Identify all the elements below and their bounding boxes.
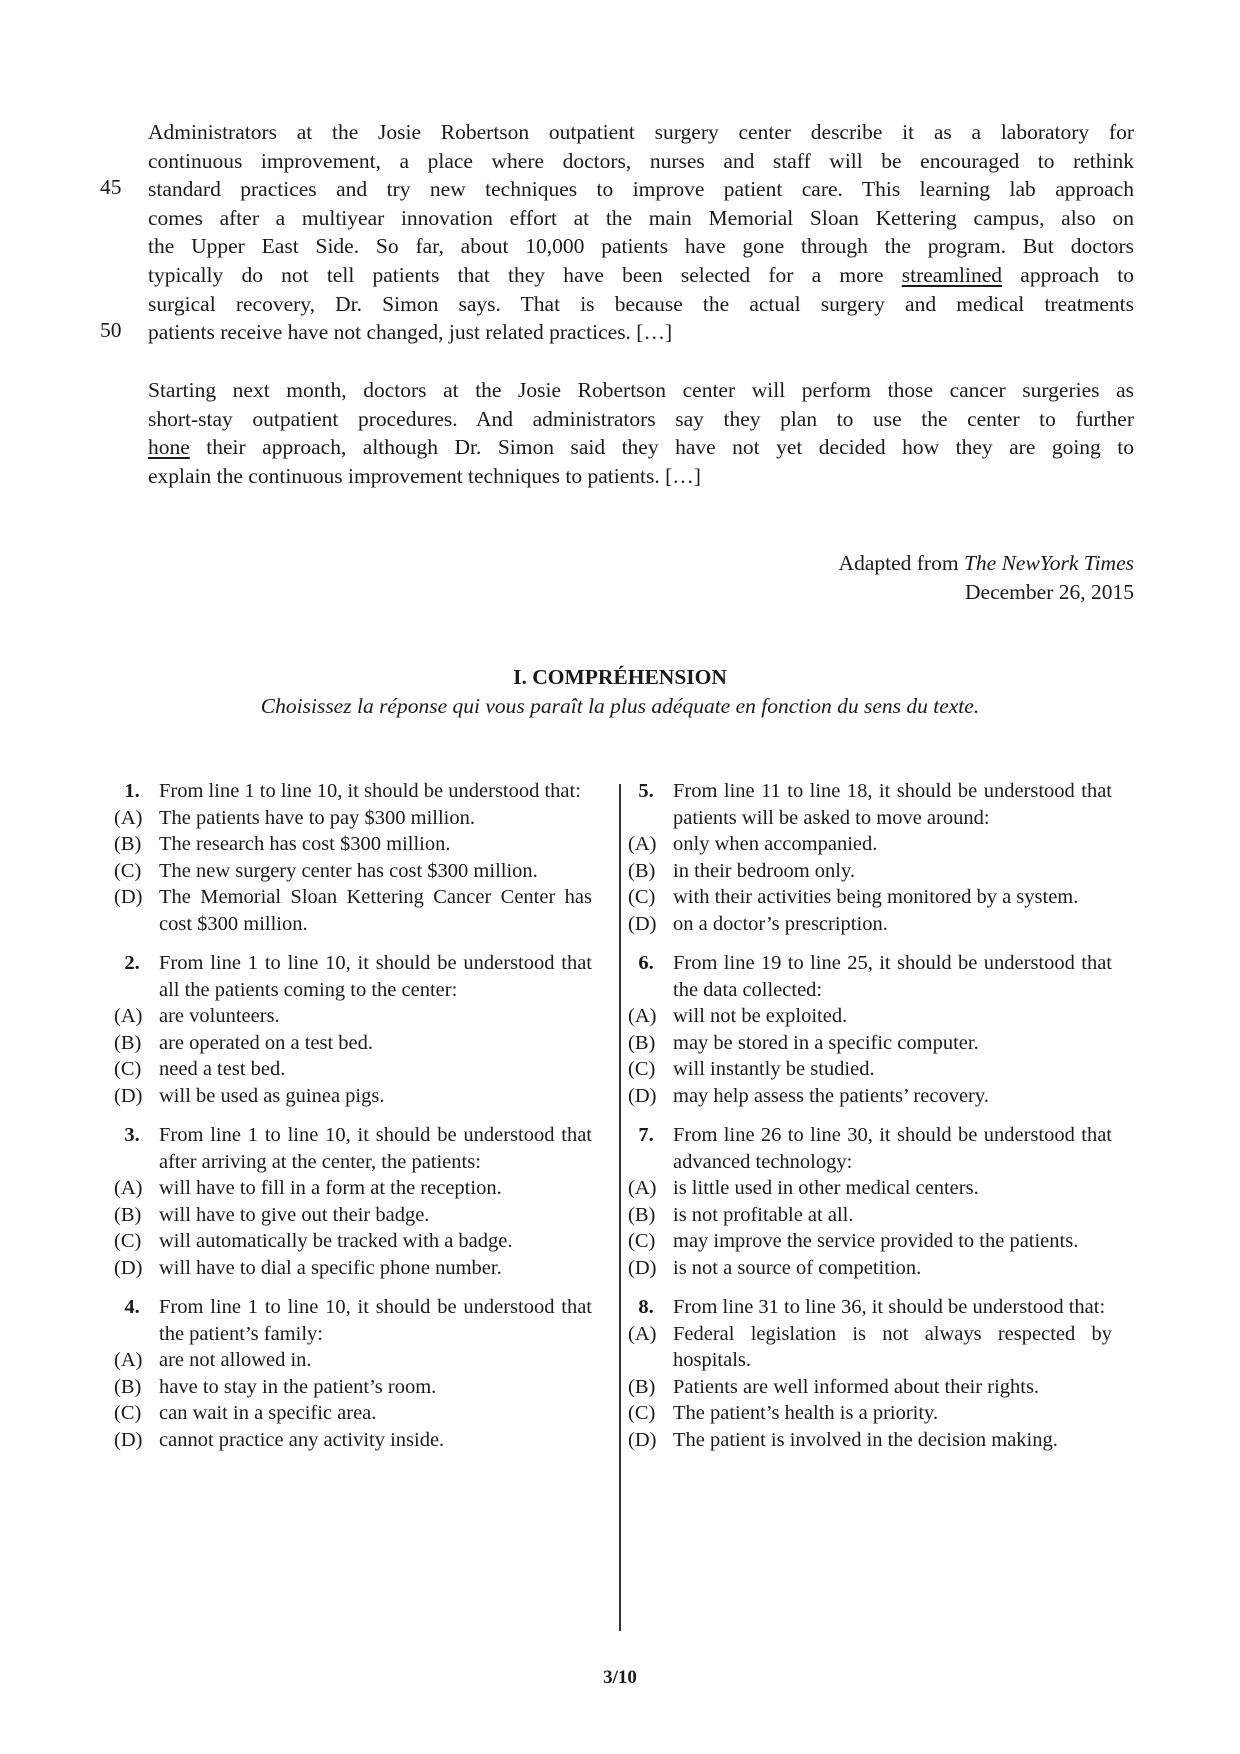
option-letter: (D)	[114, 1428, 143, 1451]
passage-text: approach to	[1020, 262, 1135, 287]
option-letter: (C)	[114, 1230, 142, 1252]
option-text: need a test bed.	[159, 1058, 286, 1080]
section-title: I. COMPRÉHENSION	[513, 665, 727, 689]
option-letter: (D)	[628, 1256, 657, 1279]
section-instruction: Choisissez la réponse qui vous paraît la plus adéquate en fonction du sens du texte.	[260, 694, 980, 718]
passage-line: short-stay outpatient procedures. And administrators say they plan to use the center to further	[148, 406, 1134, 431]
option-text: The patients have to pay $300 million.	[159, 806, 475, 829]
answer-option[interactable]	[628, 1175, 1112, 1202]
option-text: The new surgery center has cost $300 million.	[159, 859, 538, 882]
option-letter: (B)	[114, 1031, 142, 1054]
column-divider	[619, 784, 621, 1631]
option-letter: (D)	[114, 1084, 143, 1107]
passage-text: their approach, although Dr. Simon said they have not yet decided how they are going to	[206, 435, 1134, 460]
option-letter: (D)	[114, 886, 143, 908]
option-text: may improve the service provided to the patients.	[673, 1230, 1079, 1252]
option-letter: (C)	[114, 859, 142, 882]
passage-line: Administrators at the Josie Robertson outpatient surgery center describe it as a laboratory for	[148, 120, 1134, 144]
option-text: Federal legislation is not always respected by hospitals.	[673, 1322, 1112, 1371]
answer-option[interactable]	[628, 1321, 1112, 1374]
questions-left-column	[114, 778, 592, 1466]
source-publication: The NewYork Times	[963, 551, 1134, 575]
passage-line: comes after a multiyear innovation effort at the main Memorial Sloan Kettering campus, also on	[148, 205, 1134, 230]
passage-line	[148, 433, 1134, 462]
option-letter: (C)	[628, 1402, 656, 1424]
answer-option[interactable]	[628, 1083, 1112, 1110]
option-text: will have to give out their badge.	[159, 1203, 430, 1226]
question-1	[114, 778, 592, 937]
option-letter: (A)	[114, 806, 143, 829]
passage-line: explain the continuous improvement techniques to patients. […]	[148, 463, 701, 488]
option-text: will automatically be tracked with a badge.	[159, 1230, 513, 1252]
option-text: in their bedroom only.	[673, 859, 855, 882]
answer-option[interactable]	[114, 1228, 592, 1255]
answer-option[interactable]	[628, 1228, 1112, 1255]
question-3	[114, 1122, 592, 1281]
answer-option[interactable]	[114, 805, 592, 832]
option-letter: (A)	[628, 833, 657, 855]
option-text: may be stored in a specific computer.	[673, 1031, 979, 1054]
answer-option[interactable]	[114, 1400, 592, 1427]
question-number: 7.	[638, 1124, 654, 1146]
source-citation	[839, 549, 1134, 607]
passage-line: continuous improvement, a place where doctors, nurses and staff will be encouraged to rethink	[148, 148, 1134, 173]
passage-line: the Upper East Side. So far, about 10,000 patients have gone through the program. But doctors	[148, 234, 1134, 259]
question-number: 8.	[638, 1296, 654, 1318]
source-date: December 26, 2015	[965, 580, 1134, 604]
option-text: have to stay in the patient’s room.	[159, 1375, 437, 1398]
passage-line	[148, 261, 1134, 290]
question-stem	[628, 1122, 1112, 1175]
question-text: From line 1 to line 10, it should be understood that:	[159, 780, 581, 802]
option-text: on a doctor’s prescription.	[673, 912, 888, 935]
option-letter: (A)	[628, 1177, 657, 1199]
option-letter: (A)	[114, 1349, 143, 1371]
option-letter: (B)	[114, 1203, 142, 1226]
option-letter: (D)	[114, 1256, 143, 1279]
option-letter: (B)	[628, 1375, 656, 1398]
question-5	[628, 778, 1112, 937]
answer-option[interactable]	[114, 884, 592, 937]
question-stem	[628, 778, 1112, 831]
option-text: will not be exploited.	[673, 1005, 848, 1027]
question-number: 5.	[638, 780, 654, 802]
question-text: From line 19 to line 25, it should be understood that the data collected:	[673, 952, 1112, 1001]
passage-line: patients receive have not changed, just related practices. […]	[148, 320, 673, 345]
option-letter: (B)	[114, 833, 142, 855]
option-text: are volunteers.	[159, 1005, 280, 1027]
question-text: From line 31 to line 36, it should be understood that:	[673, 1296, 1106, 1318]
option-text: will instantly be studied.	[673, 1058, 875, 1080]
answer-option[interactable]	[114, 1202, 592, 1229]
question-stem	[114, 1294, 592, 1347]
option-letter: (C)	[628, 1230, 656, 1252]
answer-option[interactable]	[628, 1427, 1112, 1454]
option-letter: (B)	[628, 1031, 656, 1054]
answer-option[interactable]	[114, 1255, 592, 1282]
question-number: 6.	[638, 952, 654, 974]
answer-option[interactable]	[628, 1374, 1112, 1401]
answer-option[interactable]	[114, 858, 592, 885]
answer-option[interactable]	[114, 1175, 592, 1202]
question-stem	[114, 778, 592, 805]
option-letter: (B)	[628, 859, 656, 882]
question-stem	[628, 950, 1112, 1003]
answer-option[interactable]	[114, 1347, 592, 1374]
question-text: From line 1 to line 10, it should be understood that the patient’s family:	[159, 1296, 592, 1345]
option-text: The patient is involved in the decision making.	[673, 1428, 1058, 1451]
passage-line: standard practices and try new techniques to improve patient care. This learning lab approach	[148, 177, 1134, 202]
option-letter: (D)	[628, 912, 657, 935]
option-letter: (C)	[628, 1058, 656, 1080]
line-number: 45	[100, 175, 122, 199]
option-text: can wait in a specific area.	[159, 1402, 377, 1424]
option-text: The Memorial Sloan Kettering Cancer Center has cost $300 million.	[159, 886, 592, 935]
answer-option[interactable]	[114, 831, 592, 858]
question-number: 4.	[124, 1296, 140, 1318]
option-letter: (A)	[114, 1005, 143, 1027]
option-letter: (C)	[114, 1402, 142, 1424]
option-text: The patient’s health is a priority.	[673, 1402, 939, 1424]
answer-option[interactable]	[628, 884, 1112, 911]
option-text: are operated on a test bed.	[159, 1031, 374, 1054]
line-number: 50	[100, 318, 122, 342]
question-number: 2.	[124, 952, 140, 974]
question-stem	[628, 1294, 1112, 1321]
option-letter: (C)	[114, 1058, 142, 1080]
option-text: may help assess the patients’ recovery.	[673, 1084, 989, 1107]
option-text: with their activities being monitored by a system.	[673, 886, 1079, 908]
question-7	[628, 1122, 1112, 1281]
answer-option[interactable]	[628, 1400, 1112, 1427]
question-4	[114, 1294, 592, 1453]
option-letter: (C)	[628, 886, 656, 908]
option-text: The research has cost $300 million.	[159, 833, 451, 855]
question-text: From line 1 to line 10, it should be understood that all the patients coming to the center:	[159, 952, 592, 1001]
answer-option[interactable]	[114, 1056, 592, 1083]
option-text: will have to dial a specific phone number.	[159, 1256, 502, 1279]
option-letter: (D)	[628, 1428, 657, 1451]
option-text: cannot practice any activity inside.	[159, 1428, 445, 1451]
option-text: will have to fill in a form at the reception.	[159, 1177, 502, 1199]
passage-line: Starting next month, doctors at the Josie Robertson center will perform those cancer surgeries as	[148, 378, 1134, 402]
option-letter: (B)	[114, 1375, 142, 1398]
answer-option[interactable]	[628, 1003, 1112, 1030]
underlined-word-hone: hone	[148, 435, 190, 460]
source-prefix: Adapted from	[838, 551, 959, 575]
option-letter: (B)	[628, 1203, 656, 1226]
answer-option[interactable]	[114, 1003, 592, 1030]
option-text: is little used in other medical centers.	[673, 1177, 979, 1199]
answer-option[interactable]	[628, 1056, 1112, 1083]
passage-text: typically do not tell patients that they have been selected for a more	[148, 262, 884, 287]
question-text: From line 26 to line 30, it should be understood that advanced technology:	[673, 1124, 1112, 1173]
answer-option[interactable]	[114, 1427, 592, 1454]
answer-option[interactable]	[114, 1374, 592, 1401]
passage-paragraph-1	[148, 118, 1134, 347]
answer-option[interactable]	[114, 1030, 592, 1057]
option-text: is not profitable at all.	[673, 1203, 854, 1226]
question-stem	[114, 950, 592, 1003]
option-letter: (A)	[628, 1005, 657, 1027]
question-number: 3.	[124, 1124, 140, 1146]
question-8	[628, 1294, 1112, 1453]
answer-option[interactable]	[628, 1255, 1112, 1282]
answer-option[interactable]	[628, 1202, 1112, 1229]
question-2	[114, 950, 592, 1109]
page-number: 3/10	[603, 1667, 637, 1688]
question-stem	[114, 1122, 592, 1175]
underlined-word-streamlined: streamlined	[901, 262, 1003, 287]
answer-option[interactable]	[628, 831, 1112, 858]
question-6	[628, 950, 1112, 1109]
option-text: will be used as guinea pigs.	[159, 1084, 385, 1107]
questions-right-column	[628, 778, 1112, 1466]
answer-option[interactable]	[628, 1030, 1112, 1057]
option-letter: (A)	[114, 1177, 143, 1199]
option-text: Patients are well informed about their rights.	[673, 1375, 1040, 1398]
passage-paragraph-2	[148, 376, 1134, 490]
question-text: From line 11 to line 18, it should be understood that patients will be asked to move around:	[673, 780, 1112, 829]
option-letter: (D)	[628, 1084, 657, 1107]
answer-option[interactable]	[628, 858, 1112, 885]
question-number: 1.	[124, 780, 140, 802]
option-text: is not a source of competition.	[673, 1256, 922, 1279]
question-text: From line 1 to line 10, it should be understood that after arriving at the center, the patients:	[159, 1124, 592, 1173]
answer-option[interactable]	[628, 911, 1112, 938]
option-text: only when accompanied.	[673, 833, 878, 855]
option-text: are not allowed in.	[159, 1349, 312, 1371]
option-letter: (A)	[628, 1322, 657, 1345]
passage-line: surgical recovery, Dr. Simon says. That is because the actual surgery and medical treatments	[148, 291, 1134, 316]
answer-option[interactable]	[114, 1083, 592, 1110]
